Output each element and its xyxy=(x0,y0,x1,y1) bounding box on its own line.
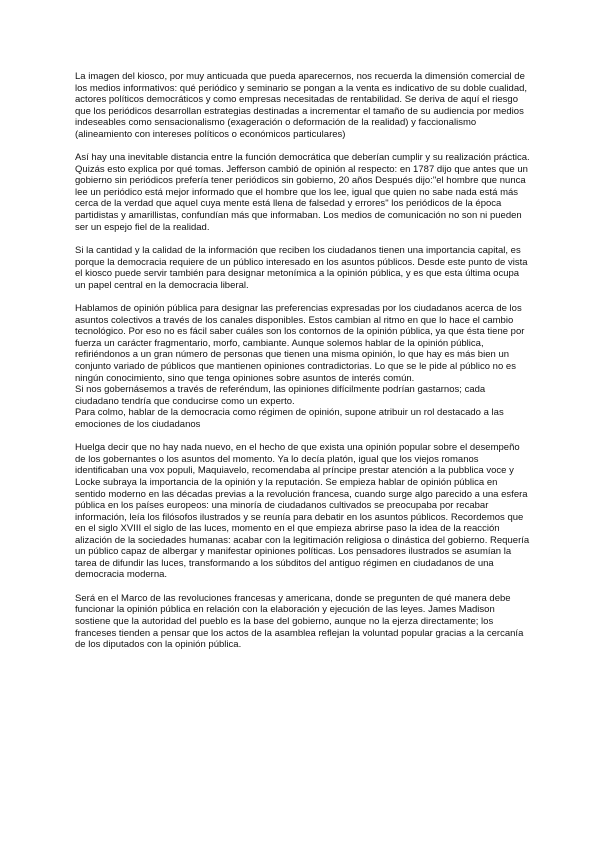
paragraph-opinion-publica: Hablamos de opinión pública para designar las preferencias expresadas por los ciudadanos acerca de los asuntos colectivos a través de los canales disponibles. Estos cambian al ritmo en que lo hace el cambio tecnológico. Por eso no es fácil saber cuáles son los contornos de la opinión pública, ya que ésta tiene por fuerza un carácter fragmentario, morfo, cambiante. Aunque solemos hablar de la opinión pública, refiriéndonos a un gran número de personas que tienen una misma opinión, lo que hay es más bien un conjunto variado de públicos que mantienen opiniones contradictorias. Lo que se le pide al público no es ningún conocimiento, sino que tenga opiniones sobre asuntos de interés común. xyxy=(75,303,525,384)
document-body xyxy=(75,71,530,651)
paragraph-emociones: Para colmo, hablar de la democracia como régimen de opinión, supone atribuir un rol destacado a las emociones de los ciudadanos xyxy=(75,407,504,430)
paragraph-revoluciones: Será en el Marco de las revoluciones francesas y americana, donde se pregunten de qué manera debe funcionar la opinión pública en relación con la elaboración y ejecución de las leyes. James Madison sostiene que la autoridad del pueblo es la base del gobierno, aunque no la ejerza directamente; los franceses tienden a pensar que los actos de la asamblea reflejan la voluntad popular gracias a la cercanía de los diputados con la opinión pública. xyxy=(75,592,524,651)
paragraph-democracia-liberal: Si la cantidad y la calidad de la información que reciben los ciudadanos tienen una importancia capital, es porque la democracia requiere de un público interesado en los asuntos públicos. Desde este punto de vista el kiosco puede servir también para designar metonímica a la opinión pública, y es que esta última ocupa un papel central en la democracia liberal. xyxy=(75,245,528,291)
paragraph-referendum: Si nos gobernásemos a través de referéndum, las opiniones difícilmente podrían gastarnos; cada ciudadano tendría que conducirse como un experto. xyxy=(75,384,486,407)
paragraph-historia: Huelga decir que no hay nada nuevo, en el hecho de que exista una opinión popular sobre el desempeño de los gobernantes o los asuntos del momento. Ya lo decía platón, igual que los viejos romanos identificaban una vox populi, Maquiavelo, recomendaba al príncipe prestar atención a la pubblica voce y Locke subraya la importancia de la opinión y la reputación. Se empieza hablar de opinión pública en sentido moderno en las décadas previas a la revolución francesa, cuando surge algo parecido a una esfera pública en los países europeos: una minoría de ciudadanos cultivados se preocupaba por recabar información, leía los filósofos ilustrados y se reunía para debatir en los asuntos públicos. Recordemos que en el siglo XVIII el siglo de las luces, momento en el que empieza abrirse paso la idea de la reacción alización de la sociedades humanas: acabar con la legitimación religiosa o dinástica del gobierno. Requería un público capaz de albergar y manifestar opiniones políticas. Los pensadores ilustrados se asumían la tarea de difundir las luces, transformando a los súbditos del antiguo régimen en ciudadanos de una democracia moderna. xyxy=(75,442,530,581)
paragraph-kiosco: La imagen del kiosco, por muy anticuada que pueda aparecernos, nos recuerda la dimensión comercial de los medios informativos: qué periódico y seminario se pongan a la venta es indicativo de su doble cualidad, actores políticos democráticos y como empresas necesitadas de rentabilidad. Se deriva de aquí el riesgo que los periódicos desarrollan estrategias destinadas a incrementar el tamaño de su audiencia por medios indeseables como sensacionalismo (exageración o deformación de la realidad) y faccionalismo (alineamiento con intereses políticos o económicos particulares) xyxy=(75,71,528,140)
paragraph-jefferson: Así hay una inevitable distancia entre la función democrática que deberían cumplir y su realización práctica. Quizás esto explica por qué tomas. Jefferson cambió de opinión al respecto: en 1787 dijo que antes que un gobierno sin periódicos prefería tener periódicos sin gobierno, 20 años Después dijo:"el hombre que nunca lee un periódico está mejor informado que el hombre que los lee, igual que quien no sabe nada está más cerca de la verdad que aquel cuya mente está llena de falsedad y errores" los periódicos de la época partidistas y amarillistas, confundían más que informaban. Los medios de comunicación no son ni pueden ser un espejo fiel de la realidad. xyxy=(75,152,530,233)
